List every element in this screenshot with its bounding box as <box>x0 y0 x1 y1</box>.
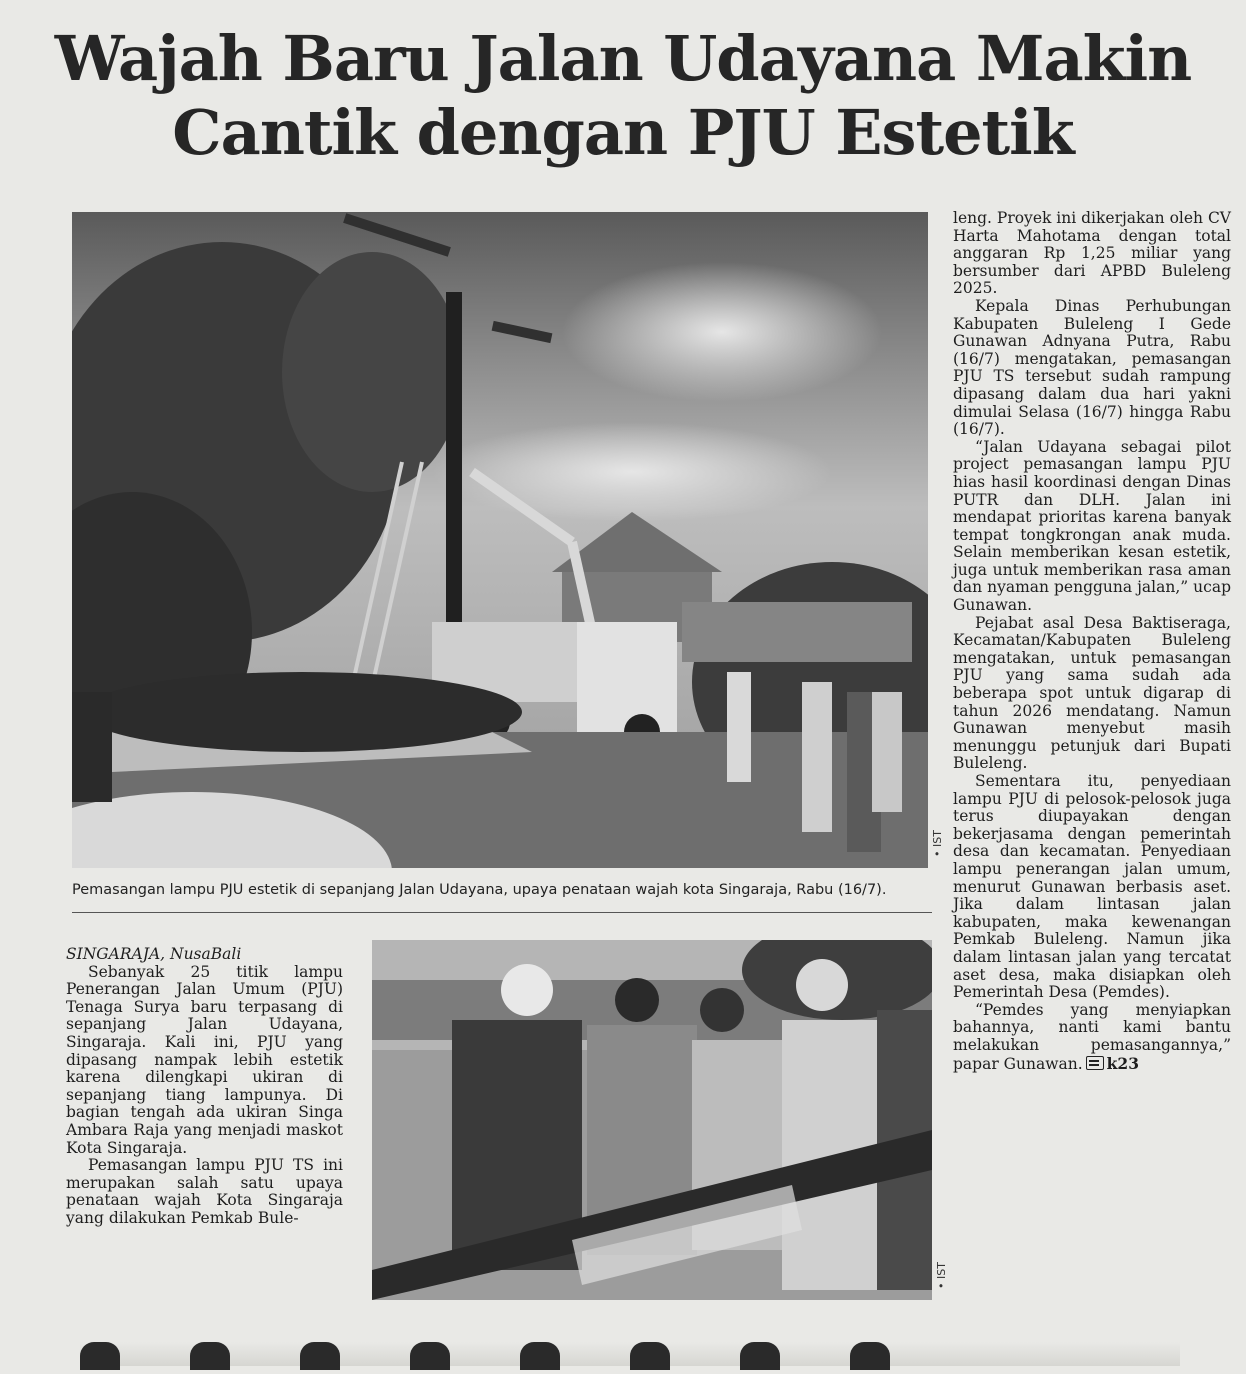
next-article-fragment <box>80 1342 1180 1366</box>
secondary-photo <box>372 940 932 1300</box>
secondary-photo-credit: • IST <box>935 1262 948 1289</box>
paragraph: Pejabat asal Desa Baktiseraga, Kecamatan/Kabupaten Buleleng mengatakan, untuk pemasangan PJU yang sama sudah ada beberapa spot untuk digarap di tahun 2026 mendatang. Namun Gunawan menyebut masih menunggu petunjuk dari Bupati Buleleng. <box>953 613 1231 773</box>
paragraph: “Jalan Udayana sebagai pilot project pemasangan lampu PJU hias hasil koordinasi dengan Dinas PUTR dan DLH. Jalan ini mendapat prioritas karena banyak tempat tongkrongan anak muda. Selain memberikan kesan estetik, juga untuk memberikan rasa aman dan nyaman pengguna jalan,” ucap Gunawan. <box>953 437 1231 615</box>
headline-line-2: Cantik dengan PJU Estetik <box>172 96 1074 169</box>
paragraph: Sementara itu, penyediaan lampu PJU di pelosok-pelosok juga terus diupayakan dengan bekerjasama dengan pemerintah desa dan kecamatan. Penyediaan lampu penerangan jalan umum, menurut Gunawan berbasis aset. Jika dalam lintasan jalan kabupaten, maka kewenangan Pemkab Buleleng. Namun jika dalam lintasan jalan yang tercatat aset desa, maka disiapkan oleh Pemerintah Desa (Pemdes). <box>953 772 1231 1002</box>
photo-caption: Pemasangan lampu PJU estetik di sepanjang Jalan Udayana, upaya penataan wajah kota Singaraja, Rabu (16/7). <box>72 882 887 898</box>
caption-divider <box>72 912 932 913</box>
article-column-right <box>953 210 1231 1073</box>
paragraph: Kepala Dinas Perhubungan Kabupaten Buleleng I Gede Gunawan Adnyana Putra, Rabu (16/7) mengatakan, pemasangan PJU TS tersebut sudah rampung dipasang dalam dua hari yakni dimulai Selasa (16/7) hingga Rabu (16/7). <box>953 296 1231 439</box>
paragraph: Pemasangan lampu PJU TS ini merupakan salah satu upaya penataan wajah Kota Singaraja yang dilakukan Pemkab Bule- <box>66 1156 343 1227</box>
headline-line-1: Wajah Baru Jalan Udayana Makin <box>54 22 1192 95</box>
main-photo-credit: • IST <box>931 830 944 857</box>
paragraph-text: “Pemdes yang menyiapkan bahannya, nanti kami bantu melakukan pemasangannya,” papar Gunawan. <box>953 1000 1231 1073</box>
main-photo-image <box>72 212 928 868</box>
dateline: SINGARAJA, NusaBali <box>66 945 242 963</box>
lead-paragraph: Sebanyak 25 titik lampu Penerangan Jalan Umum (PJU) Tenaga Surya baru terpasang di sepanjang Jalan Udayana, Singaraja. Kali ini, PJU yang dipasang nampak lebih estetik karena dilengkapi ukiran di sepanjang tiang lampunya. Di bagian tengah ada ukiran Singa Ambara Raja yang menjadi maskot Kota Singaraja. <box>66 962 343 1157</box>
closing-paragraph <box>953 1002 1231 1073</box>
main-photo <box>72 212 928 868</box>
author-code: k23 <box>1106 1053 1139 1073</box>
headline <box>0 22 1246 170</box>
newspaper-icon <box>1086 1056 1104 1070</box>
secondary-photo-image <box>372 940 932 1300</box>
paragraph: leng. Proyek ini dikerjakan oleh CV Harta Mahotama dengan total anggaran Rp 1,25 miliar yang bersumber dari APBD Buleleng 2025. <box>953 209 1232 298</box>
article-column-left <box>66 946 343 1228</box>
